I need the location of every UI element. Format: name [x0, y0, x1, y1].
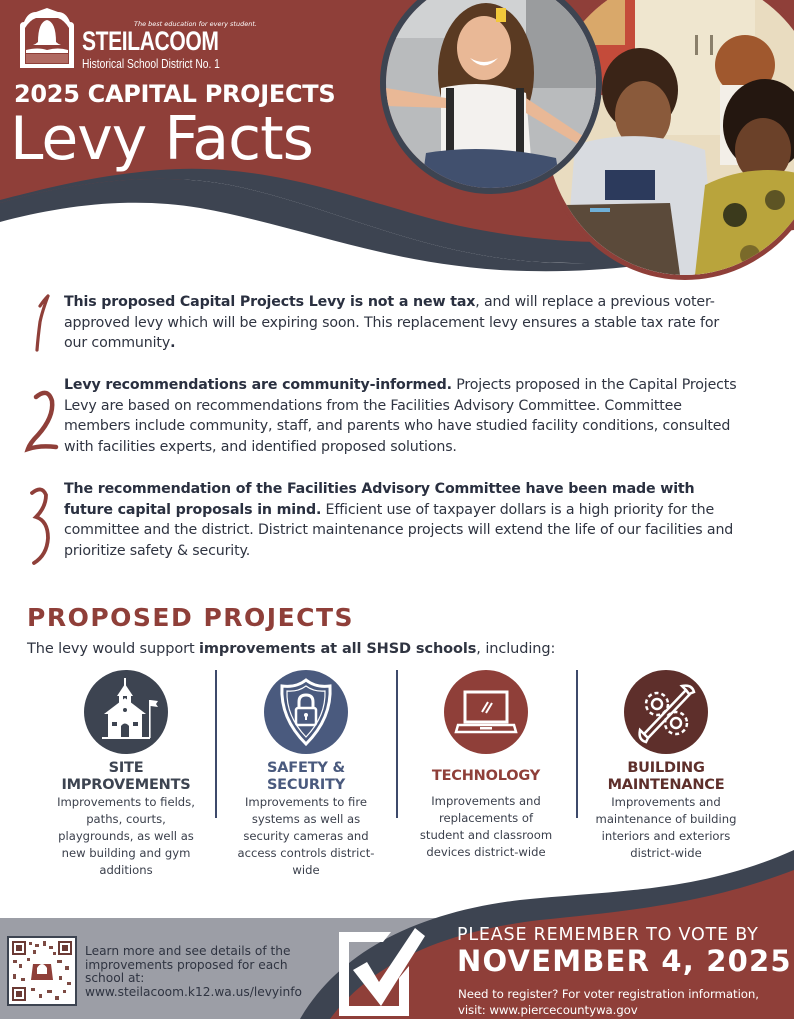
section-subtitle — [27, 641, 555, 657]
handwritten-number-3 — [22, 483, 62, 573]
section-title: PROPOSED PROJECTS — [27, 603, 355, 632]
handwritten-number-2 — [22, 383, 62, 463]
bell-icon — [18, 8, 76, 68]
handwritten-number-1 — [22, 292, 62, 352]
fact-text — [64, 479, 744, 561]
checkmark-icon — [333, 922, 428, 1019]
divider — [396, 670, 398, 818]
project-description: Improvements and maintenance of building interiors and exteriors district-wide — [595, 795, 737, 860]
shield-lock-icon — [264, 670, 348, 754]
project-title-line1: TECHNOLOGY — [431, 768, 541, 784]
project-title-line1: BUILDING — [627, 760, 705, 776]
logo-name: STEILACOOM — [82, 26, 219, 56]
fact-body: Projects proposed in the Capital Projects Levy are based on recommendations from the Facilities Advisory Committee. Committee members include community, staff, and parents who have studied facility conditions, consulted with facilities experts, and identified proposed solutions. — [64, 377, 737, 455]
fact-bold: Levy recommendations are community-informed. — [64, 377, 452, 393]
fact-bold: This proposed Capital Projects Levy is not a new tax — [64, 294, 476, 310]
qr-code[interactable] — [7, 936, 77, 1006]
schoolhouse-icon — [84, 670, 168, 754]
logo-subtitle: Historical School District No. 1 — [82, 57, 220, 71]
project-title-line1: SAFETY & — [267, 760, 345, 776]
project-description: Improvements and replacements of student and classroom devices district-wide — [419, 793, 553, 859]
project-title-line1: SITE — [108, 760, 144, 776]
project-title — [401, 768, 571, 785]
gears-wrench-icon — [624, 670, 708, 754]
project-description: Improvements to fire systems as well as security cameras and access controls district-wide — [237, 795, 375, 877]
learn-more-text — [85, 945, 325, 999]
subtitle-bold: improvements at all SHSD schools — [199, 641, 477, 657]
fact-bold: The recommendation of the Facilities Advisory Committee have been made with future capital proposals in mind. — [64, 481, 695, 518]
project-building-maintenance — [581, 670, 751, 862]
project-title-line2: SECURITY — [266, 776, 346, 793]
levy-info-link[interactable]: www.steilacoom.k12.wa.us/levyinfo — [85, 984, 302, 999]
logo-tagline: The best education for every student. — [134, 20, 257, 28]
project-title-line2: IMPROVEMENTS — [61, 776, 191, 793]
fact-body: , and will replace a previous voter-approved levy which will be expiring soon. This replacement levy ensures a stable tax rate for our community — [64, 294, 720, 351]
page-title: Levy Facts — [10, 104, 313, 174]
subtitle-post: , including: — [476, 641, 556, 657]
learn-more-label: Learn more and see details of the improvements proposed for each school at: — [85, 944, 291, 985]
subtitle-pre: The levy would support — [27, 641, 200, 657]
project-technology — [401, 670, 571, 861]
vote-reminder: PLEASE REMEMBER TO VOTE BY — [457, 925, 759, 945]
divider — [215, 670, 217, 818]
project-title — [581, 760, 751, 793]
fact-text — [64, 375, 744, 457]
divider — [576, 670, 578, 818]
vote-date: NOVEMBER 4, 2025 — [457, 944, 792, 978]
project-title-line2: MAINTENANCE — [607, 776, 725, 793]
page-subtitle: 2025 CAPITAL PROJECTS — [14, 80, 336, 108]
fact-text — [64, 292, 744, 354]
voter-registration-text: Need to register? For voter registration information, visit: www.piercecountywa.gov — [458, 987, 759, 1017]
project-title — [221, 760, 391, 793]
district-logo — [18, 8, 257, 71]
project-title — [41, 760, 211, 793]
laptop-icon — [444, 670, 528, 754]
project-description: Improvements to fields, paths, courts, playgrounds, as well as new building and gym additions — [57, 795, 195, 877]
fact-tail: . — [170, 335, 176, 351]
fact-body: Efficient use of taxpayer dollars is a high priority for the committee and the district. District maintenance projects will extend the life of our facilities and prioritize safety & security. — [64, 501, 734, 559]
